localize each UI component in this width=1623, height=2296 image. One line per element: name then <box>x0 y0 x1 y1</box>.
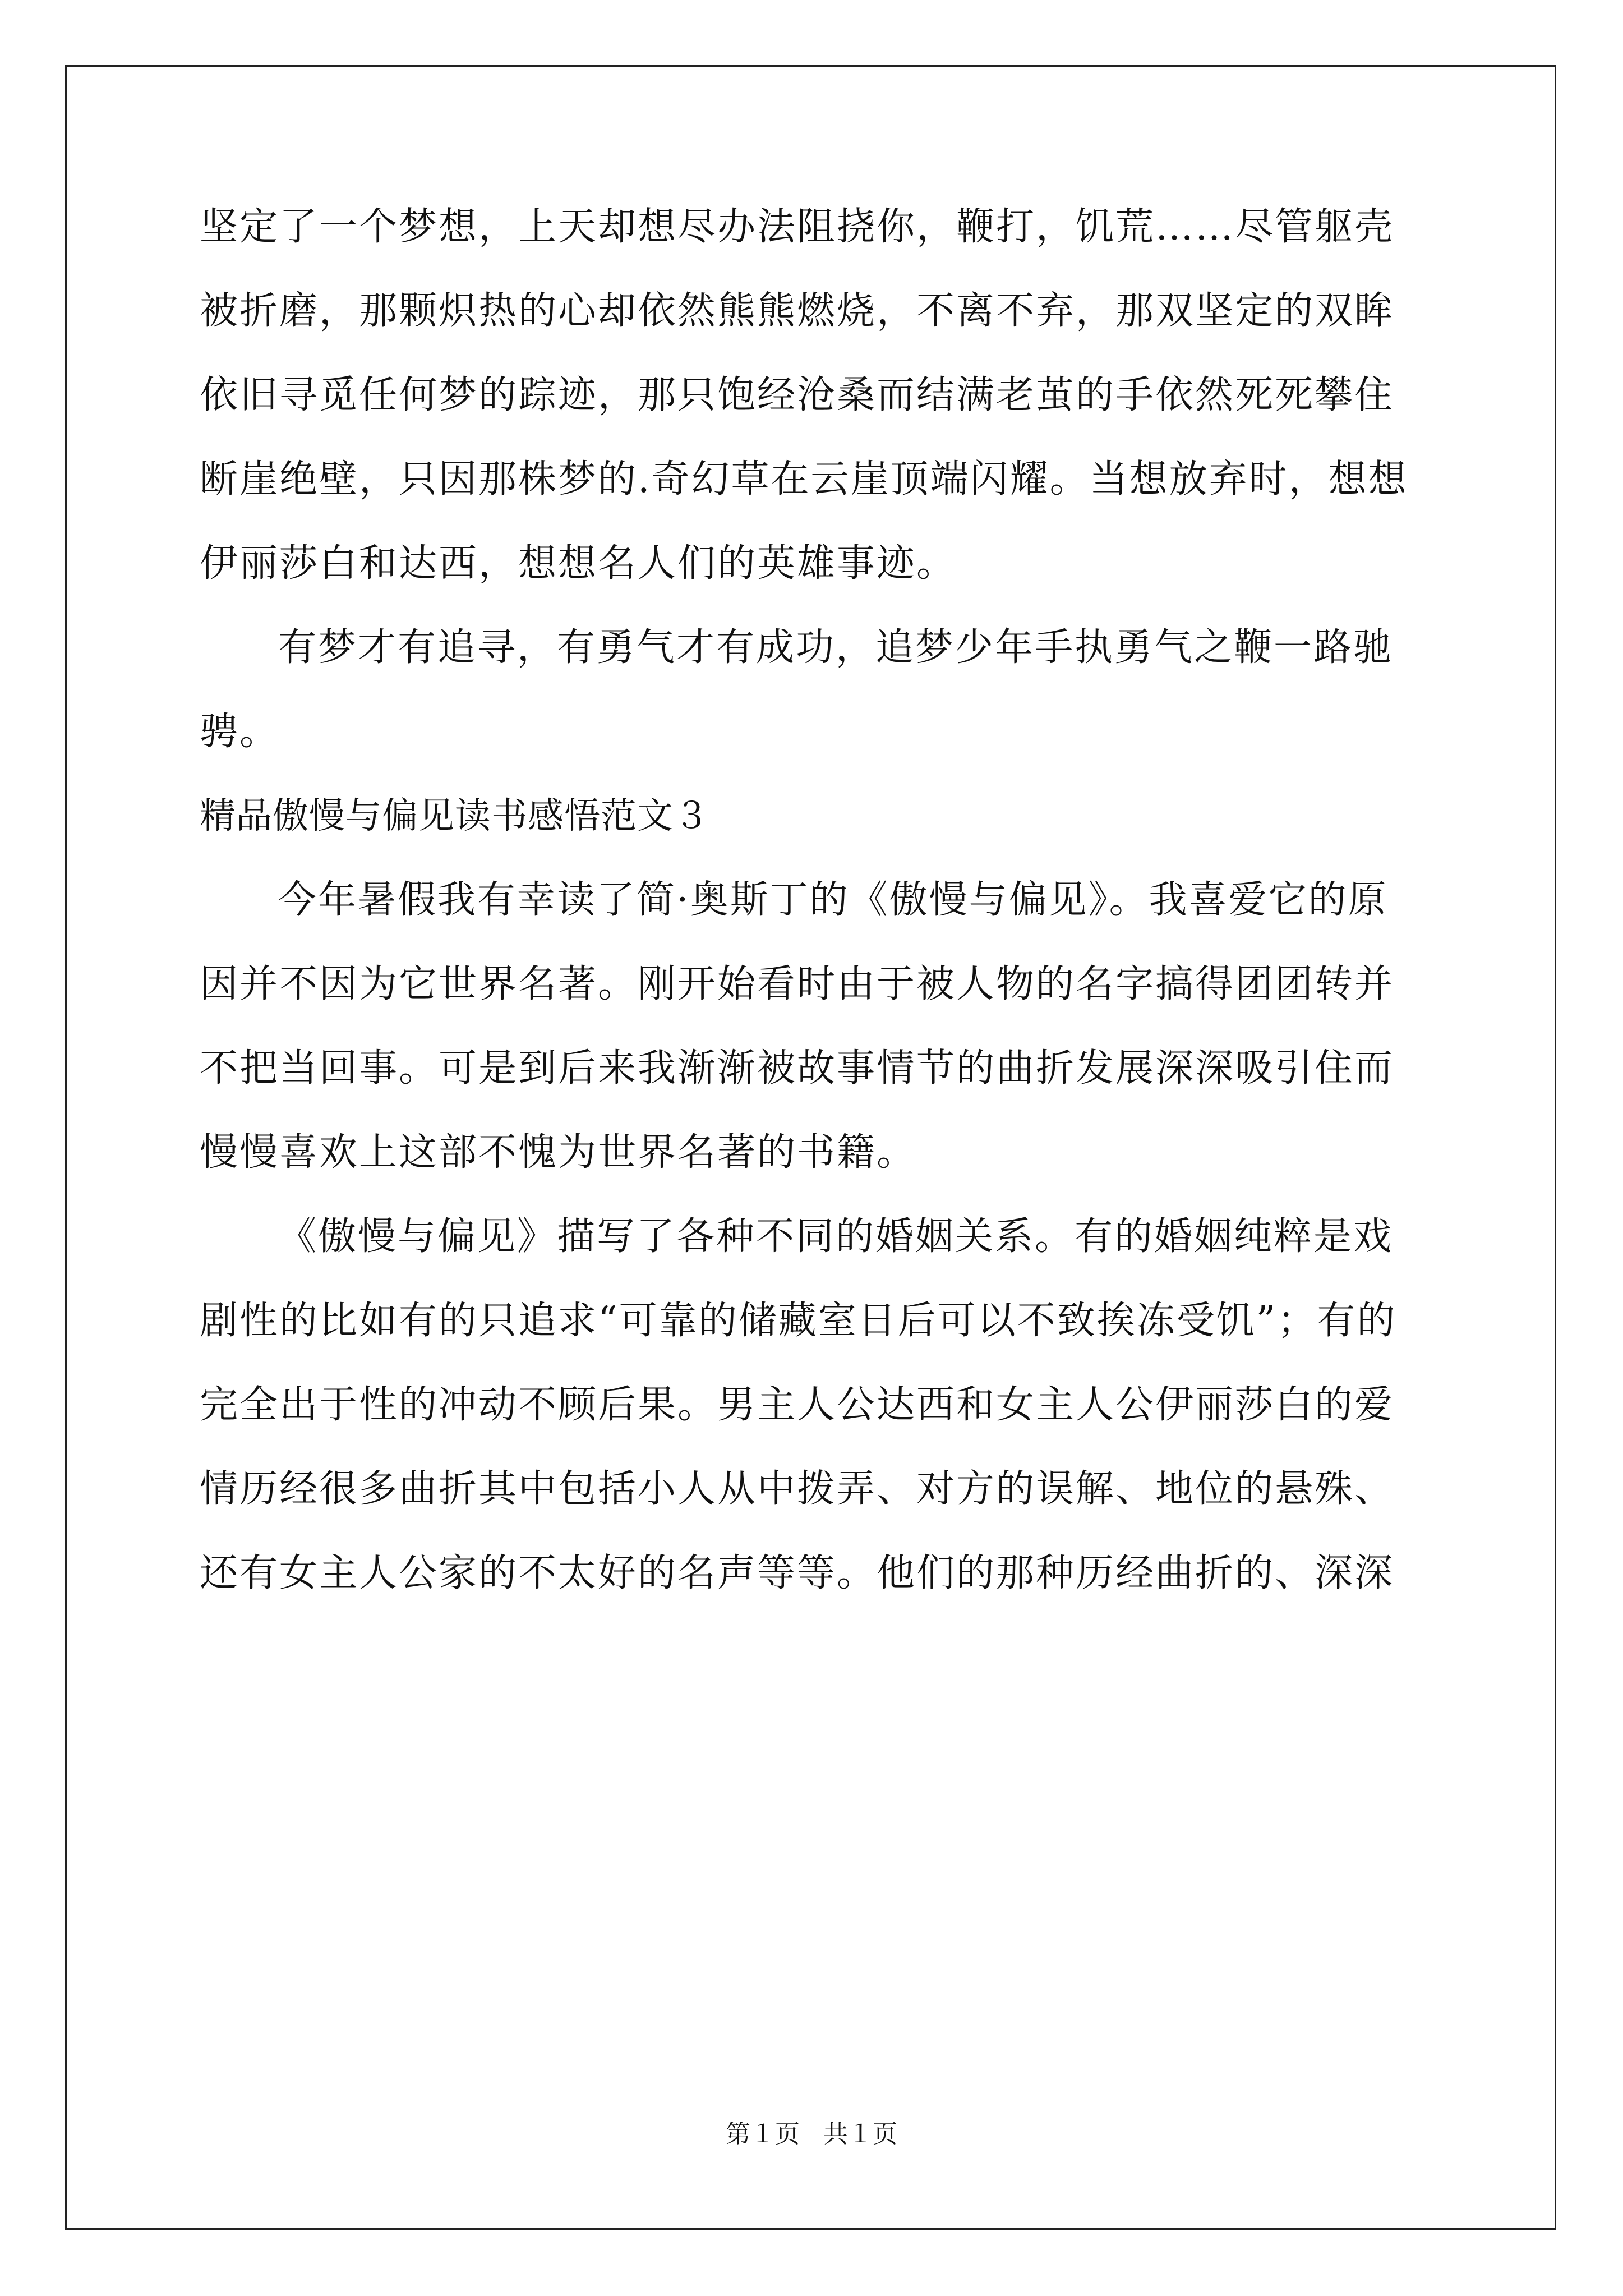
paragraph <box>200 858 1426 1195</box>
text-line: 不把当回事。可是到后来我渐渐被故事情节的曲折发展深深吸引住而 <box>200 1046 1395 1091</box>
page-number: 第１页 <box>726 2120 800 2148</box>
text-line: 骋。 <box>200 710 280 754</box>
text-line: 断崖绝壁，只因那株梦的.奇幻草在云崖顶端闪耀。当想放弃时，想想 <box>200 457 1408 501</box>
text-line: 《傲慢与偏见》描写了各种不同的婚姻关系。有的婚姻纯粹是戏 <box>278 1214 1394 1259</box>
text-line: 今年暑假我有幸读了简·奥斯丁的《傲慢与偏见》。我喜爱它的原 <box>278 878 1388 922</box>
section-heading <box>200 774 1426 858</box>
text-line: 坚定了一个梦想，上天却想尽办法阻挠你，鞭打，饥荒……尽管躯壳 <box>200 205 1395 249</box>
text-line: 有梦才有追寻，有勇气才有成功，追梦少年手执勇气之鞭一路驰 <box>278 625 1394 670</box>
text-line: 因并不因为它世界名著。刚开始看时由于被人物的名字搞得团团转并 <box>200 962 1395 1006</box>
text-line: 剧性的比如有的只追求“可靠的储藏室日后可以不致挨冻受饥”；有的 <box>200 1299 1397 1343</box>
document-body <box>200 185 1426 1616</box>
text-line: 还有女主人公家的不太好的名声等等。他们的那种历经曲折的、深深 <box>200 1551 1395 1595</box>
paragraph <box>200 185 1426 606</box>
page-footer <box>0 2118 1623 2151</box>
text-line: 伊丽莎白和达西，想想名人们的英雄事迹。 <box>200 541 957 586</box>
text-line: 完全出于性的冲动不顾后果。男主人公达西和女主人公伊丽莎白的爱 <box>200 1383 1395 1427</box>
paragraph <box>200 1195 1426 1616</box>
heading-text: 精品傲慢与偏见读书感悟范文３ <box>200 795 710 837</box>
paragraph <box>200 606 1426 774</box>
text-line: 慢慢喜欢上这部不愧为世界名著的书籍。 <box>200 1130 917 1175</box>
text-line: 被折磨，那颗炽热的心却依然熊熊燃烧，不离不弃，那双坚定的双眸 <box>200 289 1395 333</box>
page-total: 共１页 <box>823 2120 897 2148</box>
text-line: 情历经很多曲折其中包括小人从中拨弄、对方的误解、地位的悬殊、 <box>200 1467 1395 1511</box>
text-line: 依旧寻觅任何梦的踪迹，那只饱经沧桑而结满老茧的手依然死死攀住 <box>200 373 1395 417</box>
